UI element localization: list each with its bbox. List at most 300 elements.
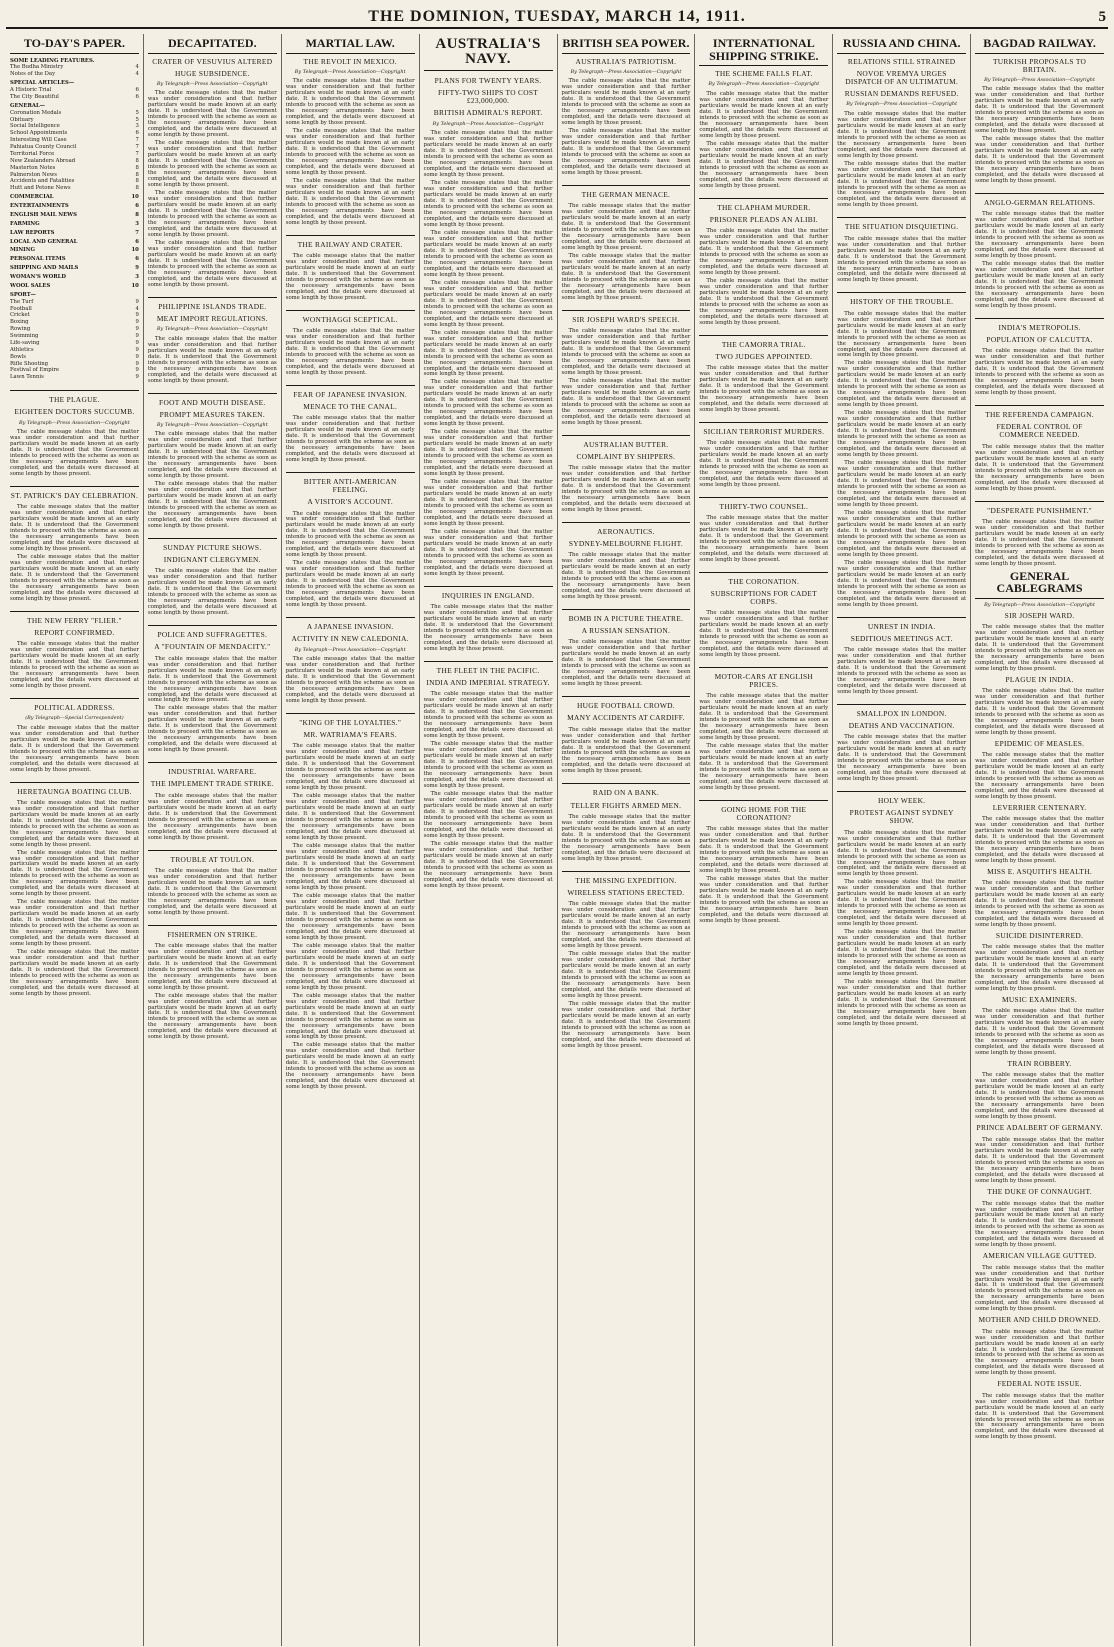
contents-label: Palmerston News xyxy=(10,171,58,178)
article-headline: HISTORY OF THE TROUBLE. xyxy=(837,292,966,306)
contents-label: Territorial Force xyxy=(10,150,55,157)
article-headline: THE IMPLEMENT TRADE STRIKE. xyxy=(150,779,274,789)
contents-page: 9 xyxy=(135,265,139,272)
article-headline: FOOT AND MOUTH DISEASE. xyxy=(148,393,277,407)
contents-label: The City Beautiful xyxy=(10,93,59,100)
contents-row xyxy=(10,326,139,333)
article-body xyxy=(975,880,1104,928)
dateline: By Telegraph—Press Association—Copyright xyxy=(984,601,1095,608)
contents-page: 9 xyxy=(135,298,139,305)
contents-label: SPECIAL ARTICLES— xyxy=(10,80,75,87)
body-paragraph: The cable message states that the matter was under consideration and that further particulars would be made known at an early date. It is understood that the Government intends to proceed with the scheme as soon as the necessary arrangements have been completed, and the details were discussed at some length by those present. xyxy=(285,328,415,376)
body-paragraph: The cable message states that the matter was under consideration and that further particulars would be made known at an early date. It is understood that the Government intends to proceed with the scheme as soon as the necessary arrangements have been completed, and the details were discussed at some length by those present. xyxy=(10,429,139,477)
body-paragraph: The cable message states that the matter was under consideration and that further particulars would be made known at an early date. It is understood that the Government intends to proceed with the scheme as soon as the necessary arrangements have been completed, and the details were discussed at some length by those present. xyxy=(10,553,139,602)
body-paragraph: The cable message states that the matter was under consideration and that further particulars would be made known at an early date. It is understood that the Government intends to proceed with the scheme as soon as the necessary arrangements have been completed, and the details were discussed at some length by those present. xyxy=(699,439,829,488)
article-body xyxy=(975,624,1104,672)
contents-label: Coronation Medals xyxy=(10,109,62,116)
article-headline: LEVERRIER CENTENARY. xyxy=(992,803,1087,813)
dateline: (By Telegraph—Special Correspondent) xyxy=(25,715,124,722)
body-paragraph: The cable message states that the matter was under consideration and that further particulars would be made known at an early date. It is understood that the Government intends to proceed with the scheme as soon as the necessary arrangements have been completed, and the details were discussed at some length by those present. xyxy=(837,360,967,409)
article-headline: AUSTRALIAN BUTTER. xyxy=(562,435,691,449)
contents-row xyxy=(10,203,139,210)
column-1 xyxy=(6,34,144,1646)
body-paragraph: The cable message states that the matter was under consideration and that further particulars would be made known at an early date. It is understood that the Government intends to proceed with the scheme as soon as the necessary arrangements have been completed, and the details were discussed at some length by those present. xyxy=(975,348,1104,397)
dateline: By Telegraph—Press Association—Copyright xyxy=(156,80,268,87)
contents-row xyxy=(10,137,139,144)
article-headline: SMALLPOX IN LONDON. xyxy=(837,704,966,718)
article-headline: FIFTY-TWO SHIPS TO COST £23,000,000. xyxy=(438,88,539,106)
contents-label: Rifle Shooting xyxy=(10,360,49,367)
contents-row xyxy=(10,158,139,165)
contents-row xyxy=(10,64,139,71)
dateline: By Telegraph—Press Association—Copyright xyxy=(19,419,130,426)
article-headline: MENACE TO THE CANAL. xyxy=(303,402,398,412)
contents-page: 3 xyxy=(135,274,139,281)
body-paragraph: The cable message states that the matter was under consideration and that further particulars would be made known at an early date. It is understood that the Government intends to proceed with the scheme as soon as the necessary arrangements have been completed, and the details were discussed at some length by those present. xyxy=(699,610,829,659)
article-headline: ANGLO-GERMAN RELATIONS. xyxy=(975,193,1104,207)
contents-page: 10 xyxy=(131,282,139,289)
body-paragraph: The cable message states that the matter was under consideration and that further particulars would be made known at an early date. It is understood that the Government intends to proceed with the scheme as soon as the necessary arrangements have been completed, and the details were discussed at some length by those present. xyxy=(423,130,553,178)
article-headline: MOTHER AND CHILD DROWNED. xyxy=(978,1315,1101,1325)
article-headline: A JAPANESE INVASION. xyxy=(286,617,415,631)
article-headline: THE RAILWAY AND CRATER. xyxy=(286,235,415,249)
contents-label: SPORT— xyxy=(10,291,36,298)
article-body xyxy=(699,91,828,189)
contents-row xyxy=(10,374,139,381)
article-headline: HERETAUNGA BOATING CLUB. xyxy=(10,782,139,796)
article-body xyxy=(975,688,1104,736)
article-headline: SUBSCRIPTIONS FOR CADET CORPS. xyxy=(710,588,817,607)
body-paragraph: The cable message states that the matter was under consideration and that further particulars would be made known at an early date. It is understood that the Government intends to proceed with the scheme as soon as the necessary arrangements have been completed, and the details were discussed at some length by those present. xyxy=(147,90,277,139)
article-headline: MEAT IMPORT REGULATIONS. xyxy=(156,314,268,324)
body-paragraph: The cable message states that the matter was under consideration and that further particulars would be made known at an early date. It is understood that the Government intends to proceed with the scheme as soon as the necessary arrangements have been completed, and the details were discussed at some length by those present. xyxy=(837,829,967,878)
body-paragraph: The cable message states that the matter was under consideration and that further particulars would be made known at an early date. It is understood that the Government intends to proceed with the scheme as soon as the necessary arrangements have been completed, and the details were discussed at some length by those present. xyxy=(147,240,277,288)
body-paragraph: The cable message states that the matter was under consideration and that further particulars would be made known at an early date. It is understood that the Government intends to proceed with the scheme as soon as the necessary arrangements have been completed, and the details were discussed at some length by those present. xyxy=(699,277,829,326)
article-headline: MISS E. ASQUITH'S HEALTH. xyxy=(987,867,1092,877)
contents-page: 8 xyxy=(135,185,139,192)
article-headline: PRISONER PLEADS AN ALIBI. xyxy=(709,214,818,224)
article-headline: TURKISH PROPOSALS TO BRITAIN. xyxy=(992,56,1087,74)
contents-page: 3 xyxy=(135,220,139,227)
body-paragraph: The cable message states that the matter was under consideration and that further particulars would be made known at an early date. It is understood that the Government intends to proceed with the scheme as soon as the necessary arrangements have been completed, and the details were discussed at some length by those present. xyxy=(699,743,829,792)
article-headline: THE FLEET IN THE PACIFIC. xyxy=(424,661,553,675)
article-headline: FISHERMEN ON STRIKE. xyxy=(148,925,277,939)
contents-row xyxy=(10,71,139,78)
body-paragraph: The cable message states that the matter was under consideration and that further particulars would be made known at an early date. It is understood that the Government intends to proceed with the scheme as soon as the necessary arrangements have been completed, and the details were discussed at some length by those present. xyxy=(285,793,415,841)
article-title: BAGDAD RAILWAY. xyxy=(975,37,1104,54)
article-headline: TWO JUDGES APPOINTED. xyxy=(715,351,813,361)
contents-label: Rowing xyxy=(10,326,31,333)
column-7 xyxy=(833,34,971,1646)
body-paragraph: The cable message states that the matter was under consideration and that further particulars would be made known at an early date. It is understood that the Government intends to proceed with the scheme as soon as the necessary arrangements have been completed, and the details were discussed at some length by those present. xyxy=(837,410,967,459)
article-body xyxy=(975,1393,1104,1441)
contents-list xyxy=(10,58,139,382)
contents-label: Notes of the Day xyxy=(10,71,56,78)
article-headline: UNREST IN INDIA. xyxy=(837,617,966,631)
article-headline: THE NEW FERRY "FLIER." xyxy=(10,611,139,625)
article-body xyxy=(424,691,553,889)
article-headline: MOTOR-CARS AT ENGLISH PRICES. xyxy=(699,667,828,689)
contents-row xyxy=(10,151,139,158)
contents-label: LOCAL AND GENERAL xyxy=(10,238,78,245)
contents-page: 9 xyxy=(135,333,139,340)
article-body xyxy=(562,639,691,687)
article-body xyxy=(837,647,966,695)
article-headline: PRINCE ADALBERT OF GERMANY. xyxy=(976,1123,1103,1133)
article-headline: THE DUKE OF CONNAUGHT. xyxy=(987,1187,1092,1197)
body-paragraph: The cable message states that the matter was under consideration and that further particulars would be made known at an early date. It is understood that the Government intends to proceed with the scheme as soon as the necessary arrangements have been completed, and the details were discussed at some length by those present. xyxy=(837,510,967,558)
contents-row xyxy=(10,123,139,130)
contents-row xyxy=(10,340,139,347)
article-headline: A VISITOR'S ACCOUNT. xyxy=(307,497,393,507)
contents-row xyxy=(10,319,139,326)
article-body xyxy=(975,211,1104,309)
article-headline: THE REFERENDA CAMPAIGN. xyxy=(975,405,1104,419)
article-body xyxy=(148,431,277,529)
body-paragraph: The cable message states that the matter was under consideration and that further particulars would be made known at an early date. It is understood that the Government intends to proceed with the scheme as soon as the necessary arrangements have been completed, and the details were discussed at some length by those present. xyxy=(285,128,415,177)
dateline: By Telegraph—Press Association—Copyright xyxy=(294,68,406,75)
article-body xyxy=(975,1008,1104,1056)
article-headline: INDIA AND IMPERIAL STRATEGY. xyxy=(426,678,550,688)
contents-row xyxy=(10,283,139,290)
body-paragraph: The cable message states that the matter was under consideration and that further particulars would be made known at an early date. It is understood that the Government intends to proceed with the scheme as soon as the necessary arrangements have been completed, and the details were discussed at some length by those present. xyxy=(561,900,691,949)
body-paragraph: The cable message states that the matter was under consideration and that further particulars would be made known at an early date. It is understood that the Government intends to proceed with the scheme as soon as the necessary arrangements have been completed, and the details were discussed at some length by those present. xyxy=(837,460,967,509)
article-headline: RELATIONS STILL STRAINED xyxy=(847,56,956,66)
body-paragraph: The cable message states that the matter was under consideration and that further particulars would be made known at an early date. It is understood that the Government intends to proceed with the scheme as soon as the necessary arrangements have been completed, and the details were discussed at some length by those present. xyxy=(423,741,553,790)
contents-label: New Zealanders Abroad xyxy=(10,157,76,164)
dateline: By Telegraph—Press Association—Copyright xyxy=(156,326,268,333)
contents-page: 8 xyxy=(135,164,139,171)
article-headline: MUSIC EXAMINERS. xyxy=(1002,995,1078,1005)
body-paragraph: The cable message states that the matter was under consideration and that further particulars would be made known at an early date. It is understood that the Government intends to proceed with the scheme as soon as the necessary arrangements have been completed, and the details were discussed at some length by those present. xyxy=(975,1072,1104,1121)
body-paragraph: The cable message states that the matter was under consideration and that further particulars would be made known at an early date. It is understood that the Government intends to proceed with the scheme as soon as the necessary arrangements have been completed, and the details were discussed at some length by those present. xyxy=(561,203,691,252)
body-paragraph: The cable message states that the matter was under consideration and that further particulars would be made known at an early date. It is understood that the Government intends to proceed with the scheme as soon as the necessary arrangements have been completed, and the details were discussed at some length by those present. xyxy=(561,552,691,601)
article-headline: DEATHS AND VACCINATION. xyxy=(848,721,955,731)
body-paragraph: The cable message states that the matter was under consideration and that further particulars would be made known at an early date. It is understood that the Government intends to proceed with the scheme as soon as the necessary arrangements have been completed, and the details were discussed at some length by those present. xyxy=(285,253,415,301)
body-paragraph: The cable message states that the matter was under consideration and that further particulars would be made known at an early date. It is understood that the Government intends to proceed with the scheme as soon as the necessary arrangements have been completed, and the details were discussed at some length by those present. xyxy=(561,465,691,513)
article-headline: RAID ON A BANK. xyxy=(562,783,691,797)
contents-row xyxy=(10,94,139,101)
contents-page: 10 xyxy=(131,247,139,254)
article-body xyxy=(562,465,691,513)
body-paragraph: The cable message states that the matter was under consideration and that further particulars would be made known at an early date. It is understood that the Government intends to proceed with the scheme as soon as the necessary arrangements have been completed, and the details were discussed at some length by those present. xyxy=(975,1136,1104,1185)
body-paragraph: The cable message states that the matter was under consideration and that further particulars would be made known at an early date. It is understood that the Government intends to proceed with the scheme as soon as the necessary arrangements have been completed, and the details were discussed at some length by those present. xyxy=(561,78,691,127)
article-headline: WONTHAGGI SCEPTICAL. xyxy=(286,310,415,324)
contents-label: School Appointments xyxy=(10,130,68,137)
contents-label: Social Intelligence xyxy=(10,123,60,130)
contents-row xyxy=(10,144,139,151)
contents-page: 9 xyxy=(135,319,139,326)
contents-page: 9 xyxy=(135,360,139,367)
contents-label: Pahiatua County Council xyxy=(10,144,77,151)
article-body xyxy=(148,336,277,384)
contents-label: Swimming xyxy=(10,333,39,340)
article-body xyxy=(699,610,828,658)
contents-label: Cricket xyxy=(10,312,30,319)
contents-page: 6 xyxy=(135,238,139,245)
article-headline: PROMPT MEASURES TAKEN. xyxy=(159,409,265,419)
article-body xyxy=(837,311,966,608)
article-headline: THE GERMAN MENACE. xyxy=(562,185,691,199)
contents-row xyxy=(10,58,139,65)
article-headline: TRAIN ROBBERY. xyxy=(1007,1059,1072,1069)
article-headline: ST. PATRICK'S DAY CELEBRATION. xyxy=(10,486,139,500)
article-body xyxy=(975,752,1104,800)
article-body xyxy=(975,1265,1104,1313)
dateline: By Telegraph—Press Association—Copyright xyxy=(846,101,958,108)
contents-page: 8 xyxy=(135,157,139,164)
article-body xyxy=(286,656,415,704)
body-paragraph: The cable message states that the matter was under consideration and that further particulars would be made known at an early date. It is understood that the Government intends to proceed with the scheme as soon as the necessary arrangements have been completed, and the details were discussed at some length by those present. xyxy=(837,929,967,978)
contents-row xyxy=(10,165,139,172)
body-paragraph: The cable message states that the matter was under consideration and that further particulars would be made known at an early date. It is understood that the Government intends to proceed with the scheme as soon as the necessary arrangements have been completed, and the details were discussed at some length by those present. xyxy=(699,514,829,563)
article-body xyxy=(424,604,553,652)
contents-label: GENERAL— xyxy=(10,102,45,109)
body-paragraph: The cable message states that the matter was under consideration and that further particulars would be made known at an early date. It is understood that the Government intends to proceed with the scheme as soon as the necessary arrangements have been completed, and the details were discussed at some length by those present. xyxy=(561,128,691,177)
contents-row xyxy=(10,274,139,281)
dateline: By Telegraph—Press Association—Copyright xyxy=(432,120,544,127)
body-paragraph: The cable message states that the matter was under consideration and that further particulars would be made known at an early date. It is understood that the Government intends to proceed with the scheme as soon as the necessary arrangements have been completed, and the details were discussed at some length by those present. xyxy=(147,335,277,384)
contents-page: 8 xyxy=(135,211,139,218)
article-headline: BRITISH ADMIRAL'S REPORT. xyxy=(433,108,543,118)
contents-row xyxy=(10,172,139,179)
contents-label: Life-saving xyxy=(10,339,40,346)
dateline: By Telegraph—Press Association—Copyright xyxy=(708,81,820,88)
contents-page: 5 xyxy=(135,116,139,123)
contents-label: Football xyxy=(10,305,32,312)
contents-row xyxy=(10,312,139,319)
contents-row xyxy=(10,212,139,219)
article-body xyxy=(10,504,139,602)
article-headline: HUGE SUBSIDENCE. xyxy=(175,68,250,78)
dateline: By Telegraph—Press Association—Copyright xyxy=(984,76,1095,83)
article-body xyxy=(975,816,1104,864)
body-paragraph: The cable message states that the matter was under consideration and that further particulars would be made known at an early date. It is understood that the Government intends to proceed with the scheme as soon as the necessary arrangements have been completed, and the details were discussed at some length by those present. xyxy=(975,1328,1104,1377)
contents-row xyxy=(10,178,139,185)
body-paragraph: The cable message states that the matter was under consideration and that further particulars would be made known at an early date. It is understood that the Government intends to proceed with the scheme as soon as the necessary arrangements have been completed, and the details were discussed at some length by those present. xyxy=(561,328,691,376)
contents-label: Hutt and Petone News xyxy=(10,185,71,192)
article-headline: FEAR OF JAPANESE INVASION. xyxy=(286,385,415,399)
article-body xyxy=(699,515,828,563)
body-paragraph: The cable message states that the matter was under consideration and that further particulars would be made known at an early date. It is understood that the Government intends to proceed with the scheme as soon as the necessary arrangements have been completed, and the details were discussed at some length by those present. xyxy=(423,379,553,428)
body-paragraph: The cable message states that the matter was under consideration and that further particulars would be made known at an early date. It is understood that the Government intends to proceed with the scheme as soon as the necessary arrangements have been completed, and the details were discussed at some length by those present. xyxy=(423,229,553,278)
body-paragraph: The cable message states that the matter was under consideration and that further particulars would be made known at an early date. It is understood that the Government intends to proceed with the scheme as soon as the necessary arrangements have been completed, and the details were discussed at some length by those present. xyxy=(837,734,967,783)
contents-row xyxy=(10,247,139,254)
article-headline: INDUSTRIAL WARFARE. xyxy=(148,762,277,776)
article-body xyxy=(424,130,553,577)
contents-row xyxy=(10,230,139,237)
article-headline: SIR JOSEPH WARD'S SPEECH. xyxy=(562,310,691,324)
page-number: 5 xyxy=(1098,9,1106,25)
body-paragraph: The cable message states that the matter was under consideration and that further particulars would be made known at an early date. It is understood that the Government intends to proceed with the scheme as soon as the necessary arrangements have been completed, and the details were discussed at some length by those present. xyxy=(147,568,277,617)
body-paragraph: The cable message states that the matter was under consideration and that further particulars would be made known at an early date. It is understood that the Government intends to proceed with the scheme as soon as the necessary arrangements have been completed, and the details were discussed at some length by those present. xyxy=(423,329,553,378)
body-paragraph: The cable message states that the matter was under consideration and that further particulars would be made known at an early date. It is understood that the Government intends to proceed with the scheme as soon as the necessary arrangements have been completed, and the details were discussed at some length by those present. xyxy=(699,826,829,875)
article-headline: HOLY WEEK. xyxy=(837,791,966,805)
article-body xyxy=(699,826,828,924)
article-body xyxy=(837,734,966,782)
article-headline: HUGE FOOTBALL CROWD. xyxy=(562,696,691,710)
body-paragraph: The cable message states that the matter was under consideration and that further particulars would be made known at an early date. It is understood that the Government intends to proceed with the scheme as soon as the necessary arrangements have been completed, and the details were discussed at some length by those present. xyxy=(285,942,415,991)
article-body xyxy=(148,943,277,1041)
contents-row xyxy=(10,256,139,263)
contents-row xyxy=(10,130,139,137)
contents-label: Obituary xyxy=(10,116,34,123)
body-paragraph: The cable message states that the matter was under consideration and that further particulars would be made known at an early date. It is understood that the Government intends to proceed with the scheme as soon as the necessary arrangements have been completed, and the details were discussed at some length by those present. xyxy=(837,160,967,209)
contents-page: 6 xyxy=(135,256,139,263)
body-paragraph: The cable message states that the matter was under consideration and that further particulars would be made known at an early date. It is understood that the Government intends to proceed with the scheme as soon as the necessary arrangements have been completed, and the details were discussed at some length by those present. xyxy=(285,178,415,226)
body-paragraph: The cable message states that the matter was under consideration and that further particulars would be made known at an early date. It is understood that the Government intends to proceed with the scheme as soon as the necessary arrangements have been completed, and the details were discussed at some length by those present. xyxy=(699,876,829,925)
body-paragraph: The cable message states that the matter was under consideration and that further particulars would be made known at an early date. It is understood that the Government intends to proceed with the scheme as soon as the necessary arrangements have been completed, and the details were discussed at some length by those present. xyxy=(10,799,139,848)
body-paragraph: The cable message states that the matter was under consideration and that further particulars would be made known at an early date. It is understood that the Government intends to proceed with the scheme as soon as the necessary arrangements have been completed, and the details were discussed at some length by those present. xyxy=(10,899,139,948)
body-paragraph: The cable message states that the matter was under consideration and that further particulars would be made known at an early date. It is understood that the Government intends to proceed with the scheme as soon as the necessary arrangements have been completed, and the details were discussed at some length by those present. xyxy=(10,849,139,898)
article-headline: THE REVOLT IN MEXICO. xyxy=(303,56,397,66)
article-body xyxy=(562,814,691,862)
article-headline: FEDERAL CONTROL OF COMMERCE NEEDED. xyxy=(996,422,1083,440)
article-headline: CRATER OF VESUVIUS ALTERED xyxy=(152,56,273,66)
body-paragraph: The cable message states that the matter was under consideration and that further particulars would be made known at an early date. It is understood that the Government intends to proceed with the scheme as soon as the necessary arrangements have been completed, and the details were discussed at some length by those present. xyxy=(975,211,1104,260)
contents-label: Boxing xyxy=(10,319,29,326)
body-paragraph: The cable message states that the matter was under consideration and that further particulars would be made known at an early date. It is understood that the Government intends to proceed with the scheme as soon as the necessary arrangements have been completed, and the details were discussed at some length by those present. xyxy=(285,1042,415,1091)
column-3 xyxy=(282,34,420,1646)
contents-page: 9 xyxy=(135,374,139,381)
body-paragraph: The cable message states that the matter was under consideration and that further particulars would be made known at an early date. It is understood that the Government intends to proceed with the scheme as soon as the necessary arrangements have been completed, and the details were discussed at some length by those present. xyxy=(975,261,1104,310)
article-body xyxy=(148,868,277,916)
column-2 xyxy=(144,34,282,1646)
dateline: By Telegraph—Press Association—Copyright xyxy=(294,646,406,653)
article-body xyxy=(837,236,966,284)
masthead xyxy=(6,0,1108,29)
article-body xyxy=(148,793,277,841)
article-headline: A RUSSIAN SENSATION. xyxy=(581,626,671,636)
article-headline: THIRTY-TWO COUNSEL. xyxy=(699,497,828,511)
contents-row xyxy=(10,103,139,110)
contents-row xyxy=(10,347,139,354)
article-body xyxy=(562,78,691,176)
contents-label: ENTERTAINMENTS xyxy=(10,203,69,210)
body-paragraph: The cable message states that the matter was under consideration and that further particulars would be made known at an early date. It is understood that the Government intends to proceed with the scheme as soon as the necessary arrangements have been completed, and the details were discussed at some length by those present. xyxy=(837,110,967,159)
contents-label: Accidents and Fatalities xyxy=(10,178,75,185)
article-headline: BOMB IN A PICTURE THEATRE. xyxy=(562,609,691,623)
body-paragraph: The cable message states that the matter was under consideration and that further particulars would be made known at an early date. It is understood that the Government intends to proceed with the scheme as soon as the necessary arrangements have been completed, and the details were discussed at some length by those present. xyxy=(147,867,277,916)
body-paragraph: The cable message states that the matter was under consideration and that further particulars would be made known at an early date. It is understood that the Government intends to proceed with the scheme as soon as the necessary arrangements have been completed, and the details were discussed at some length by those present. xyxy=(147,481,277,530)
contents-row xyxy=(10,292,139,299)
body-paragraph: The cable message states that the matter was under consideration and that further particulars would be made known at an early date. It is understood that the Government intends to proceed with the scheme as soon as the necessary arrangements have been completed, and the details were discussed at some length by those present. xyxy=(975,1200,1104,1249)
contents-page: 6 xyxy=(135,93,139,100)
body-paragraph: The cable message states that the matter was under consideration and that further particulars would be made known at an early date. It is understood that the Government intends to proceed with the scheme as soon as the necessary arrangements have been completed, and the details were discussed at some length by those present. xyxy=(285,743,415,792)
body-paragraph: The cable message states that the matter was under consideration and that further particulars would be made known at an early date. It is understood that the Government intends to proceed with the scheme as soon as the necessary arrangements have been completed, and the details were discussed at some length by those present. xyxy=(699,693,829,742)
article-headline: POPULATION OF CALCUTTA. xyxy=(986,335,1093,345)
article-body xyxy=(975,1072,1104,1120)
article-body xyxy=(699,365,828,413)
contents-page: 9 xyxy=(135,353,139,360)
body-paragraph: The cable message states that the matter was under consideration and that further particulars would be made known at an early date. It is understood that the Government intends to proceed with the scheme as soon as the necessary arrangements have been completed, and the details were discussed at some length by those present. xyxy=(423,691,553,740)
contents-label: WOOL SALES xyxy=(10,282,51,289)
body-paragraph: The cable message states that the matter was under consideration and that further particulars would be made known at an early date. It is understood that the Government intends to proceed with the scheme as soon as the necessary arrangements have been completed, and the details were discussed at some length by those present. xyxy=(975,944,1104,993)
body-paragraph: The cable message states that the matter was under consideration and that further particulars would be made known at an early date. It is understood that the Government intends to proceed with the scheme as soon as the necessary arrangements have been completed, and the details were discussed at some length by those present. xyxy=(10,949,139,998)
contents-page: 4 xyxy=(135,305,139,312)
body-paragraph: The cable message states that the matter was under consideration and that further particulars would be made known at an early date. It is understood that the Government intends to proceed with the scheme as soon as the necessary arrangements have been completed, and the details were discussed at some length by those present. xyxy=(561,813,691,862)
article-body xyxy=(837,111,966,209)
article-headline: SYDNEY-MELBOURNE FLIGHT. xyxy=(568,539,684,549)
contents-page: 6 xyxy=(135,203,139,210)
body-paragraph: The cable message states that the matter was under consideration and that further particulars would be made known at an early date. It is understood that the Government intends to proceed with the scheme as soon as the necessary arrangements have been completed, and the details were discussed at some length by those present. xyxy=(10,724,139,773)
article-body xyxy=(286,743,415,1090)
contents-label: The Turf xyxy=(10,298,34,305)
contents-row xyxy=(10,185,139,192)
article-body xyxy=(562,203,691,301)
contents-row xyxy=(10,333,139,340)
contents-label: Masterton Notes xyxy=(10,164,56,171)
body-paragraph: The cable message states that the matter was under consideration and that further particulars would be made known at an early date. It is understood that the Government intends to proceed with the scheme as soon as the necessary arrangements have been completed, and the details were discussed at some length by those present. xyxy=(147,655,277,704)
body-paragraph: The cable message states that the matter was under consideration and that further particulars would be made known at an early date. It is understood that the Government intends to proceed with the scheme as soon as the necessary arrangements have been completed, and the details were discussed at some length by those present. xyxy=(975,1008,1104,1057)
contents-label: MINING xyxy=(10,247,36,254)
contents-label: Athletics xyxy=(10,346,34,353)
article-body xyxy=(975,519,1104,567)
article-headline: PROTEST AGAINST SYDNEY SHOW. xyxy=(849,808,954,826)
article-headline: THE MISSING EXPEDITION. xyxy=(562,871,691,885)
article-body xyxy=(286,78,415,226)
contents-row xyxy=(10,110,139,117)
article-body xyxy=(562,552,691,600)
article-body xyxy=(286,328,415,376)
article-headline: AUSTRALIA'S PATRIOTISM. xyxy=(575,56,677,66)
body-paragraph: The cable message states that the matter was under consideration and that further particulars would be made known at an early date. It is understood that the Government intends to proceed with the scheme as soon as the necessary arrangements have been completed, and the details were discussed at some length by those present. xyxy=(561,1000,691,1049)
article-headline: SICILIAN TERRORIST MURDERS. xyxy=(699,422,828,436)
article-headline: PLAGUE IN INDIA. xyxy=(1005,675,1074,685)
body-paragraph: The cable message states that the matter was under consideration and that further particulars would be made known at an early date. It is understood that the Government intends to proceed with the scheme as soon as the necessary arrangements have been completed, and the details were discussed at some length by those present. xyxy=(285,415,415,464)
contents-label: Bowls xyxy=(10,353,27,360)
article-title: TO-DAY'S PAPER. xyxy=(10,37,139,54)
contents-label: Lawn Tennis xyxy=(10,374,44,381)
columns-container xyxy=(6,34,1108,1646)
contents-page: 7 xyxy=(135,144,139,151)
body-paragraph: The cable message states that the matter was under consideration and that further particulars would be made known at an early date. It is understood that the Government intends to proceed with the scheme as soon as the necessary arrangements have been completed, and the details were discussed at some length by those present. xyxy=(837,235,967,284)
article-body xyxy=(148,656,277,754)
article-title: MARTIAL LAW. xyxy=(286,37,415,54)
contents-page: 3 xyxy=(135,123,139,130)
contents-page: 8 xyxy=(135,171,139,178)
article-headline: TELLER FIGHTS ARMED MEN. xyxy=(570,800,682,810)
body-paragraph: The cable message states that the matter was under consideration and that further particulars would be made known at an early date. It is understood that the Government intends to proceed with the scheme as soon as the necessary arrangements have been completed, and the details were discussed at some length by those present. xyxy=(423,429,553,478)
article-headline: EPIDEMIC OF MEASLES. xyxy=(994,739,1085,749)
body-paragraph: The cable message states that the matter was under consideration and that further particulars would be made known at an early date. It is understood that the Government intends to proceed with the scheme as soon as the necessary arrangements have been completed, and the details were discussed at some length by those present. xyxy=(837,647,967,696)
contents-label: PERSONAL ITEMS xyxy=(10,256,66,263)
article-headline: THE SCHEME FALLS FLAT. xyxy=(715,69,813,79)
article-headline: SUNDAY PICTURE SHOWS. xyxy=(148,538,277,552)
article-body xyxy=(699,228,828,326)
contents-row xyxy=(10,221,139,228)
article-headline: AMERICAN VILLAGE GUTTED. xyxy=(982,1251,1097,1261)
contents-row xyxy=(10,361,139,368)
contents-label: Festival of Empire xyxy=(10,367,60,374)
article-body xyxy=(837,830,966,1028)
article-body xyxy=(10,429,139,477)
article-body xyxy=(148,90,277,288)
article-headline: PHILIPPINE ISLANDS TRADE. xyxy=(148,297,277,311)
body-paragraph: The cable message states that the matter was under consideration and that further particulars would be made known at an early date. It is understood that the Government intends to proceed with the scheme as soon as the necessary arrangements have been completed, and the details were discussed at some length by those present. xyxy=(699,140,829,189)
column-4 xyxy=(420,34,558,1646)
article-headline: MR. WATRIAMA'S FEARS. xyxy=(303,730,397,740)
contents-page: 8 xyxy=(135,178,139,185)
article-headline: ACTIVITY IN NEW CALEDONIA. xyxy=(291,634,409,644)
body-paragraph: The cable message states that the matter was under consideration and that further particulars would be made known at an early date. It is understood that the Government intends to proceed with the scheme as soon as the necessary arrangements have been completed, and the details were discussed at some length by those present. xyxy=(423,279,553,328)
article-body xyxy=(975,1137,1104,1185)
article-headline: INQUIRIES IN ENGLAND. xyxy=(424,586,553,600)
contents-label: SOME LEADING FEATURES. xyxy=(10,57,95,64)
body-paragraph: The cable message states that the matter was under consideration and that further particulars would be made known at an early date. It is understood that the Government intends to proceed with the scheme as soon as the necessary arrangements have been completed, and the details were discussed at some length by those present. xyxy=(10,504,139,552)
contents-row xyxy=(10,306,139,313)
body-paragraph: The cable message states that the matter was under consideration and that further particulars would be made known at an early date. It is understood that the Government intends to proceed with the scheme as soon as the necessary arrangements have been completed, and the details were discussed at some length by those present. xyxy=(285,656,415,704)
